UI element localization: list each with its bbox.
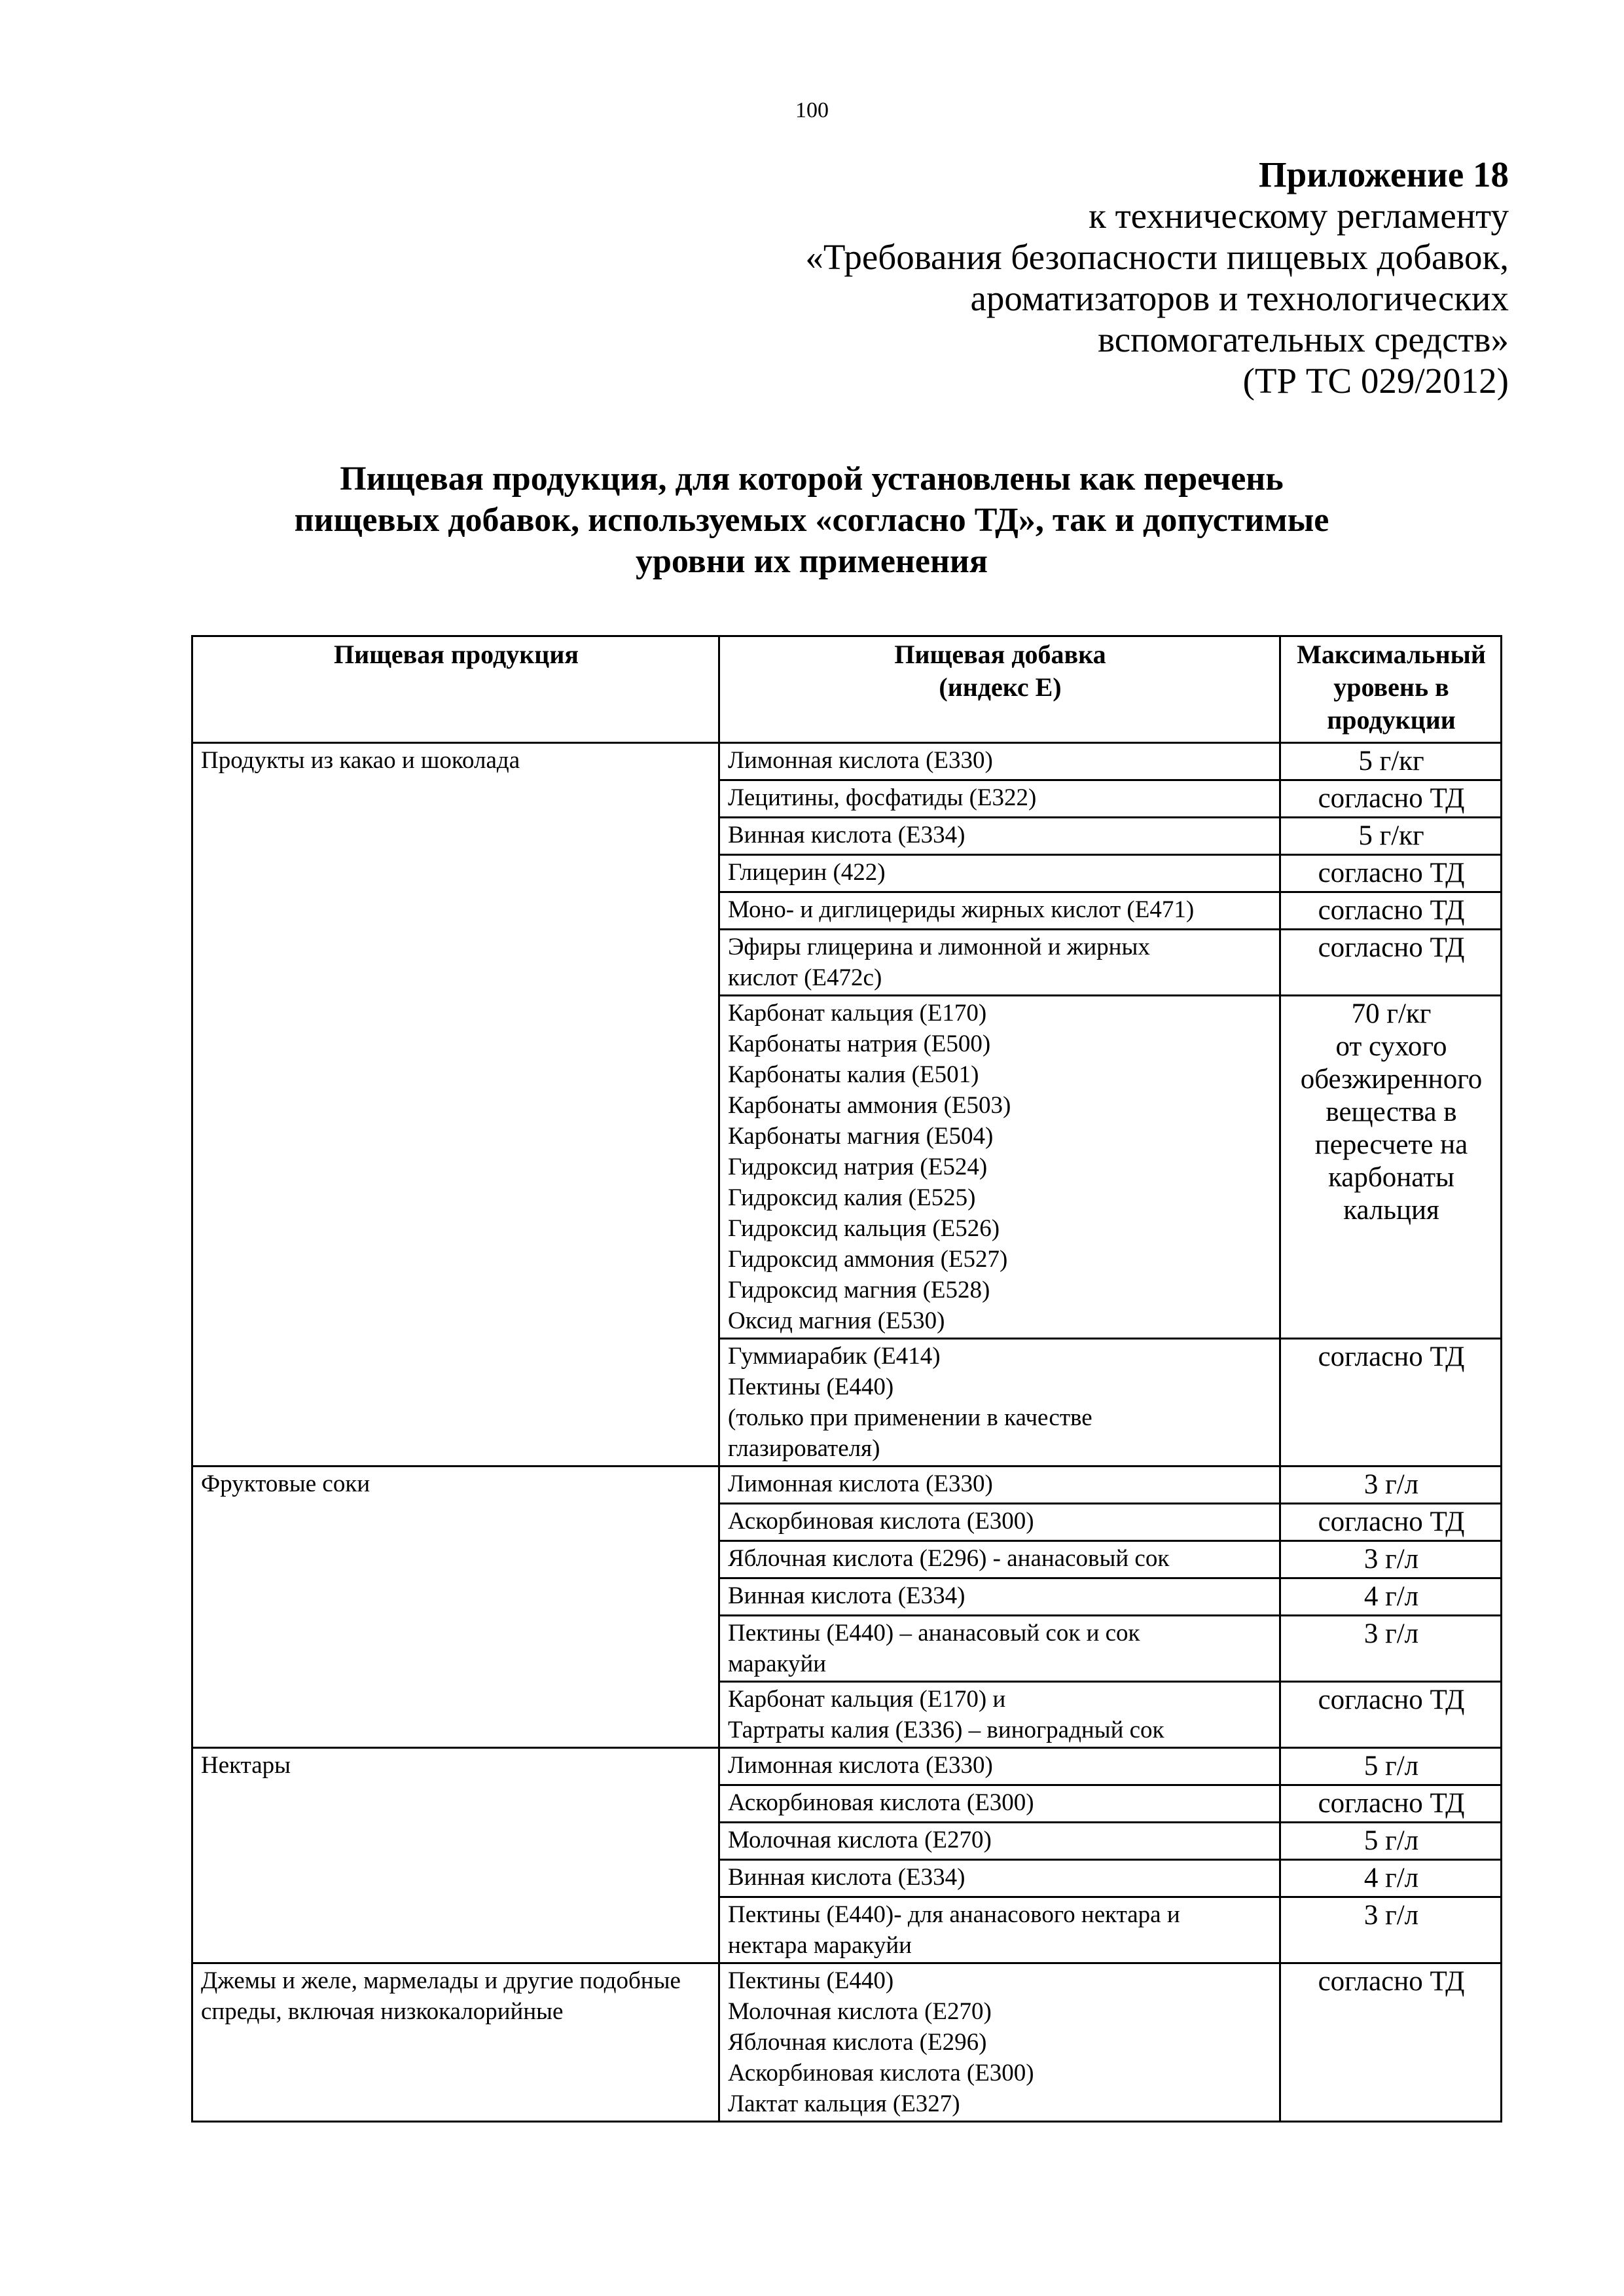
additive-line: Яблочная кислота (Е296)	[728, 2029, 987, 2056]
additive-cell	[719, 1823, 1280, 1860]
level-cell	[1280, 1897, 1502, 1963]
level-line: 3 г/л	[1363, 1544, 1419, 1575]
appendix-line: вспомогательных средств»	[1098, 319, 1509, 359]
level-cell	[1280, 1339, 1502, 1467]
additive-cell	[719, 743, 1280, 780]
level-cell	[1280, 930, 1502, 996]
additive-cell	[719, 930, 1280, 996]
appendix-line: ароматизаторов и технологических	[970, 278, 1509, 318]
level-line: согласно ТД	[1318, 932, 1465, 963]
appendix-title: Приложение 18	[1258, 155, 1509, 194]
level-line: 4 г/л	[1363, 1863, 1419, 1893]
additive-cell	[719, 1467, 1280, 1504]
additive-line: Винная кислота (Е334)	[728, 1864, 965, 1891]
product-cell: Продукты из какао и шоколада	[192, 743, 719, 1467]
level-cell	[1280, 1578, 1502, 1616]
page-number: 100	[795, 98, 829, 122]
additive-line: Пектины (Е440) – ананасовый сок и сок	[728, 1620, 1140, 1647]
additive-line: Карбонат кальция (Е170) и	[728, 1686, 1006, 1713]
level-line: 3 г/л	[1363, 1469, 1419, 1500]
level-line: 70 г/кг	[1351, 998, 1432, 1029]
level-line: согласно ТД	[1318, 783, 1465, 814]
document-title-line: уровни их применения	[635, 543, 988, 580]
additive-cell	[719, 1785, 1280, 1823]
level-line: обезжиренного	[1300, 1064, 1483, 1095]
level-cell	[1280, 818, 1502, 855]
level-cell	[1280, 1823, 1502, 1860]
additive-line: Эфиры глицерина и лимонной и жирных	[728, 934, 1150, 960]
level-line: 4 г/л	[1363, 1581, 1419, 1612]
level-line: от сухого	[1335, 1031, 1447, 1062]
appendix-line: «Требования безопасности пищевых добавок,	[805, 237, 1509, 277]
additive-line: Молочная кислота (Е270)	[728, 1827, 992, 1853]
additive-cell	[719, 1339, 1280, 1467]
additive-cell	[719, 1541, 1280, 1578]
additive-cell	[719, 1748, 1280, 1785]
level-line: 3 г/л	[1363, 1900, 1419, 1931]
level-cell	[1280, 1504, 1502, 1541]
header-product: Пищевая продукция	[192, 636, 719, 743]
level-cell	[1280, 1963, 1502, 2122]
additive-line: Лактат кальция (Е327)	[728, 2090, 960, 2117]
additive-cell	[719, 780, 1280, 818]
additive-line: Аскорбиновая кислота (Е300)	[728, 2060, 1034, 2086]
level-cell	[1280, 743, 1502, 780]
level-cell	[1280, 1860, 1502, 1897]
level-line: согласно ТД	[1318, 895, 1465, 926]
additive-line: Лимонная кислота (Е330)	[728, 1470, 993, 1497]
level-cell	[1280, 996, 1502, 1339]
additive-line: Карбонаты магния (Е504)	[728, 1123, 994, 1150]
table-row	[192, 1467, 1502, 1504]
document-title-line: Пищевая продукция, для которой установлены как перечень	[340, 460, 1284, 498]
header-level: Максимальный уровень в продукции	[1280, 636, 1502, 743]
additive-cell	[719, 1860, 1280, 1897]
additive-cell	[719, 892, 1280, 930]
additive-line: Яблочная кислота (Е296) - ананасовый сок	[728, 1545, 1170, 1572]
additive-line: Тартраты калия (Е336) – виноградный сок	[728, 1717, 1164, 1743]
additive-line: (только при применении в качестве	[728, 1404, 1092, 1431]
level-line: карбонаты	[1328, 1162, 1454, 1193]
level-cell	[1280, 1682, 1502, 1748]
additive-line: Пектины (Е440)	[728, 1967, 894, 1994]
additive-line: Карбонаты натрия (Е500)	[728, 1030, 991, 1057]
level-line: 3 г/л	[1363, 1618, 1419, 1649]
level-line: кальция	[1343, 1195, 1439, 1226]
additive-line: Молочная кислота (Е270)	[728, 1998, 992, 2025]
additive-line: Гидроксид натрия (Е524)	[728, 1154, 988, 1180]
additive-line: Гидроксид кальция (Е526)	[728, 1215, 1000, 1242]
additive-line: Лецитины, фосфатиды (Е322)	[728, 784, 1037, 811]
product-cell: Фруктовые соки	[192, 1467, 719, 1748]
additive-cell	[719, 1897, 1280, 1963]
additive-line: Винная кислота (Е334)	[728, 822, 965, 848]
level-line: 5 г/кг	[1358, 746, 1424, 776]
additive-line: Карбонаты аммония (Е503)	[728, 1092, 1011, 1119]
additive-line: Глицерин (422)	[728, 859, 886, 886]
level-line: согласно ТД	[1318, 1788, 1465, 1819]
additive-cell	[719, 996, 1280, 1339]
level-line: пересчете на	[1314, 1129, 1468, 1160]
table-body	[192, 743, 1502, 2122]
additive-line: Аскорбиновая кислота (Е300)	[728, 1789, 1034, 1816]
additive-cell	[719, 1578, 1280, 1616]
table-header-row	[192, 636, 1502, 743]
level-cell	[1280, 1467, 1502, 1504]
level-line: вещества в	[1326, 1097, 1457, 1127]
additive-cell	[719, 1682, 1280, 1748]
additive-line: Гуммиарабик (Е414)	[728, 1343, 941, 1370]
level-cell	[1280, 1616, 1502, 1682]
additive-line: Лимонная кислота (Е330)	[728, 747, 993, 774]
table-row	[192, 1748, 1502, 1785]
additive-line: Лимонная кислота (Е330)	[728, 1752, 993, 1779]
level-line: 5 г/л	[1363, 1751, 1419, 1781]
additive-line: Карбонаты калия (Е501)	[728, 1061, 979, 1088]
header-additive: Пищевая добавка (индекс Е)	[719, 636, 1280, 743]
level-cell	[1280, 1541, 1502, 1578]
level-line: согласно ТД	[1318, 1966, 1465, 1997]
additive-cell	[719, 1504, 1280, 1541]
level-cell	[1280, 1748, 1502, 1785]
additive-line: Аскорбиновая кислота (Е300)	[728, 1508, 1034, 1535]
additive-cell	[719, 1963, 1280, 2122]
table-row	[192, 1963, 1502, 2122]
additive-line: Гидроксид калия (Е525)	[728, 1184, 976, 1211]
level-cell	[1280, 892, 1502, 930]
additive-line: Гидроксид магния (Е528)	[728, 1277, 990, 1303]
level-cell	[1280, 855, 1502, 892]
additive-line: Оксид магния (Е530)	[728, 1307, 945, 1334]
additive-line: Моно- и диглицериды жирных кислот (Е471)	[728, 896, 1195, 923]
table-row	[192, 743, 1502, 780]
level-line: 5 г/л	[1363, 1825, 1419, 1856]
level-cell	[1280, 780, 1502, 818]
additive-line: Карбонат кальция (Е170)	[728, 1000, 987, 1027]
level-line: 5 г/кг	[1358, 820, 1424, 851]
additive-line: глазирователя)	[728, 1435, 880, 1462]
level-line: согласно ТД	[1318, 1685, 1465, 1715]
document-title	[196, 458, 1427, 582]
appendix-line: к техническому регламенту	[1089, 196, 1509, 236]
additive-cell	[719, 855, 1280, 892]
additives-table	[191, 635, 1502, 2123]
document-title-line: пищевых добавок, используемых «согласно ТД», так и допустимые	[294, 501, 1329, 539]
product-cell: Нектары	[192, 1748, 719, 1963]
additive-line: Винная кислота (Е334)	[728, 1582, 965, 1609]
level-line: согласно ТД	[1318, 1506, 1465, 1537]
level-line: согласно ТД	[1318, 858, 1465, 888]
additive-line: нектара маракуйи	[728, 1932, 912, 1959]
additive-line: Гидроксид аммония (Е527)	[728, 1246, 1008, 1273]
additive-line: маракуйи	[728, 1650, 827, 1677]
product-cell: Джемы и желе, мармелады и другие подобные спреды, включая низкокалорийные	[192, 1963, 719, 2122]
appendix-heading	[805, 154, 1509, 401]
additive-line: кислот (Е472с)	[728, 964, 882, 991]
appendix-line: (ТР ТС 029/2012)	[1242, 361, 1509, 401]
level-cell	[1280, 1785, 1502, 1823]
additive-cell	[719, 1616, 1280, 1682]
additive-line: Пектины (Е440)	[728, 1374, 894, 1400]
additive-line: Пектины (Е440)- для ананасового нектара и	[728, 1901, 1180, 1928]
additive-cell	[719, 818, 1280, 855]
level-line: согласно ТД	[1318, 1341, 1465, 1372]
